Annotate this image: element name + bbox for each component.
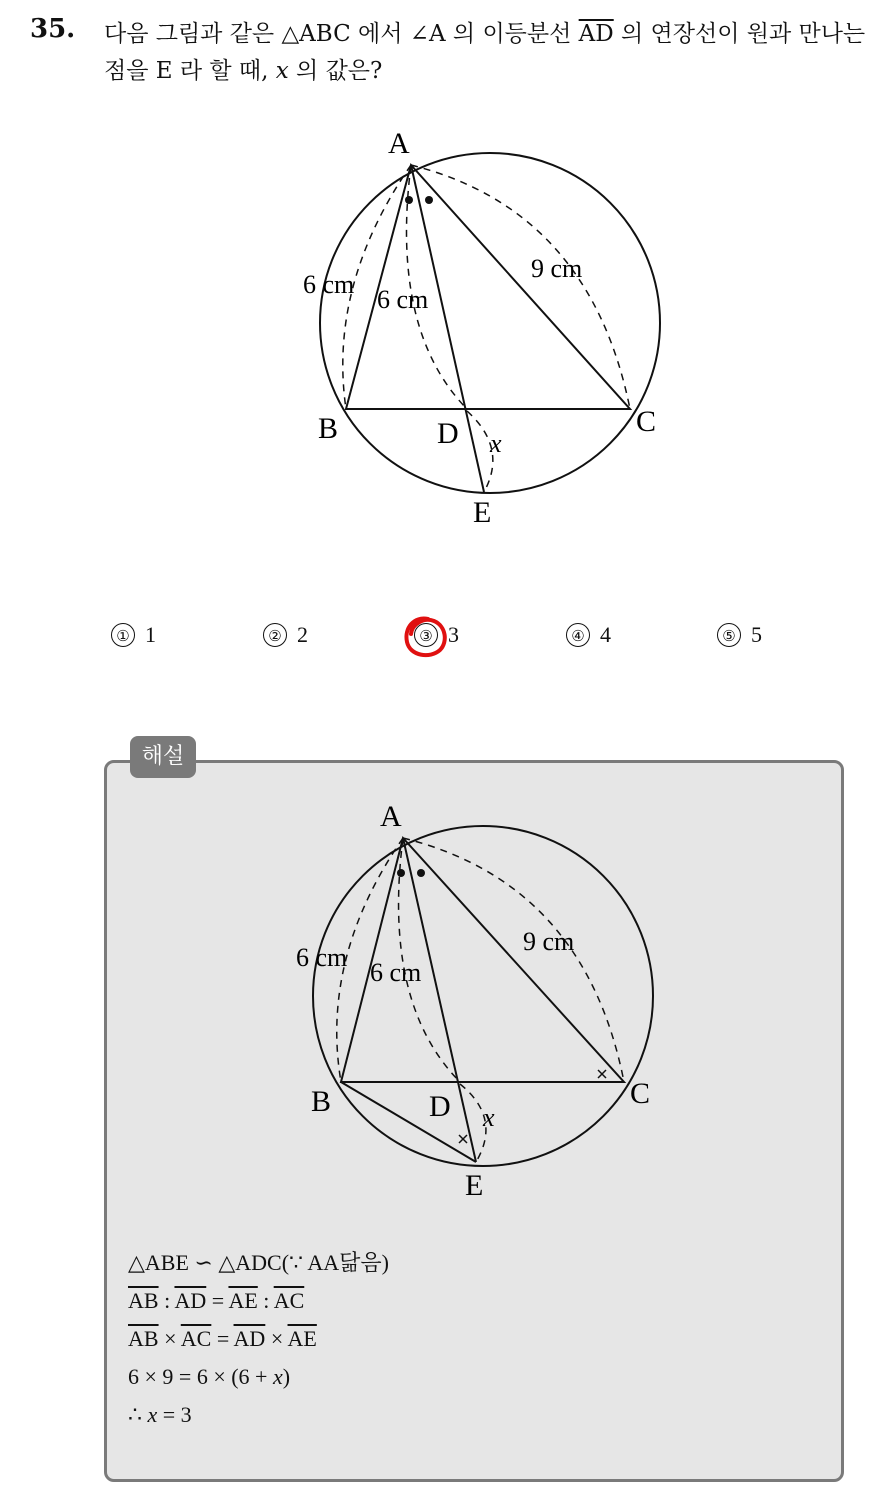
solution-line-1: △ABE ∽ △ADC(∵ AA닮음) (128, 1250, 389, 1275)
choice-5-number: ⑤ (717, 623, 741, 647)
angle-dot (417, 869, 425, 877)
arc-x (467, 411, 493, 492)
angle-mark-c (598, 1070, 606, 1078)
label-d: D (437, 417, 459, 450)
length-ad: 6 cm (370, 958, 422, 987)
choice-4-value: 4 (600, 622, 611, 647)
label-e: E (473, 496, 492, 529)
choice-4[interactable] (566, 622, 611, 648)
label-a: A (380, 800, 402, 833)
solution-steps (128, 1244, 389, 1434)
explanation-figure (290, 800, 680, 1200)
label-c: C (630, 1077, 651, 1110)
length-ac: 9 cm (523, 927, 575, 956)
solution-line-4: 6 × 9 = 6 × (6 + x) (128, 1364, 291, 1389)
choice-2-number: ② (263, 623, 287, 647)
question-text: 다음 그림과 같은 △ABC 에서 ∠A 의 이등분선 $\overline{AD}$ 의 연장선이 원과 만나는 점을 E 라 할 때, x 의 값은? (104, 21, 866, 84)
answer-mark-icon (402, 612, 450, 662)
label-c: C (636, 405, 657, 438)
choice-2-value: 2 (297, 622, 308, 647)
angle-dot (397, 869, 405, 877)
choice-1-number: ① (111, 623, 135, 647)
explanation-tag: 해설 (130, 736, 196, 778)
label-e: E (465, 1169, 484, 1200)
solution-line-2: $\overline{AB}$ : $\overline{AD} = \overline{AE}$ : $\overline{AC}$ (128, 1288, 305, 1313)
length-ab: 6 cm (303, 270, 355, 299)
choice-2[interactable] (263, 622, 308, 648)
angle-dot (425, 196, 433, 204)
label-x: x (483, 1103, 495, 1132)
length-ad: 6 cm (377, 285, 429, 314)
choice-1-value: 1 (145, 622, 156, 647)
question-figure (290, 120, 680, 530)
label-x: x (490, 429, 502, 458)
length-ab: 6 cm (296, 943, 348, 972)
question-number: 35. (30, 14, 76, 44)
choice-5-value: 5 (751, 622, 762, 647)
label-d: D (429, 1090, 451, 1123)
choice-1[interactable] (111, 622, 156, 648)
segment-be (341, 1082, 476, 1162)
length-ac: 9 cm (531, 254, 583, 283)
angle-mark-e (459, 1135, 467, 1143)
choice-3-number: ③ (414, 623, 438, 647)
choice-5[interactable] (717, 622, 762, 648)
label-b: B (318, 412, 339, 445)
solution-line-5: ∴ x = 3 (128, 1402, 192, 1427)
choice-3-value: 3 (448, 622, 459, 647)
label-b: B (311, 1085, 332, 1118)
angle-dot (405, 196, 413, 204)
label-a: A (388, 127, 410, 160)
solution-line-3: $\overline{AB} \times \overline{AC} = \overline{AD} \times \overline{AE}$ (128, 1326, 317, 1351)
choice-4-number: ④ (566, 623, 590, 647)
